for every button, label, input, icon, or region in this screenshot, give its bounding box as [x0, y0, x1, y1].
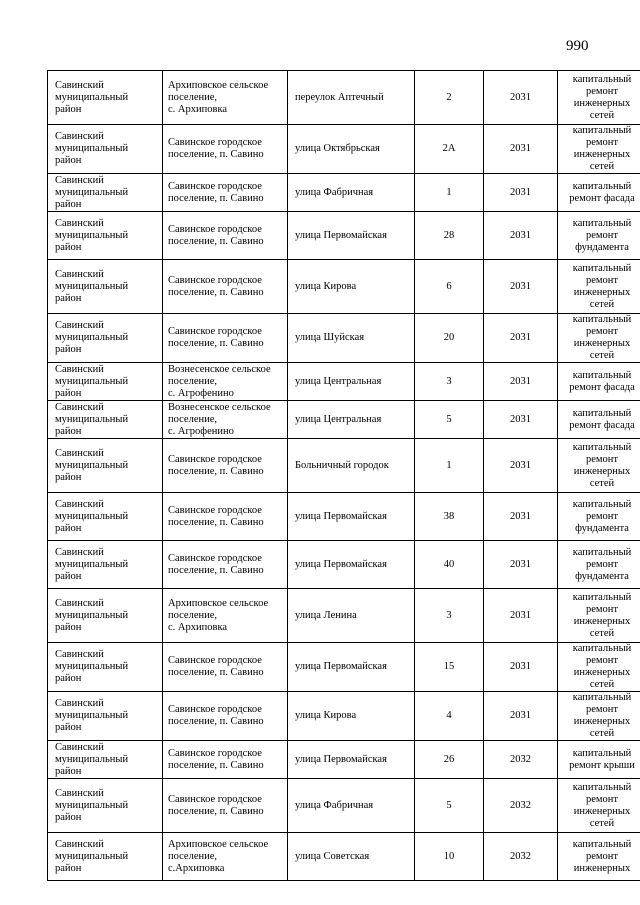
table-row	[48, 314, 640, 363]
house-number-cell	[415, 589, 484, 643]
house-number-cell	[415, 401, 484, 439]
street-cell	[288, 174, 415, 212]
house-number-cell-text: 5	[446, 799, 452, 811]
district-cell-text: Савинский муниципальный район	[55, 787, 129, 823]
street-cell	[288, 833, 415, 881]
house-number-cell-text: 26	[443, 753, 455, 765]
work-type-cell	[558, 260, 640, 314]
house-number-cell-text: 3	[446, 375, 452, 387]
district-cell	[48, 833, 163, 881]
table-row	[48, 260, 640, 314]
house-number-cell	[415, 363, 484, 401]
house-number-cell	[415, 174, 484, 212]
work-type-cell	[558, 833, 640, 881]
street-cell-text: улица Кирова	[295, 710, 357, 721]
street-cell	[288, 439, 415, 493]
house-number-cell	[415, 125, 484, 174]
work-type-cell	[558, 125, 640, 174]
work-type-cell-text: капитальный ремонт фасада	[569, 369, 635, 393]
settlement-cell	[163, 314, 288, 363]
settlement-cell	[163, 71, 288, 125]
table-row	[48, 741, 640, 779]
table-row	[48, 589, 640, 643]
district-cell	[48, 493, 163, 541]
district-cell-text: Савинский муниципальный район	[55, 698, 129, 733]
district-cell-text: Савинский муниципальный район	[55, 401, 129, 437]
house-number-cell-text: 4	[446, 710, 452, 721]
settlement-cell	[163, 493, 288, 541]
year-cell-text: 2031	[510, 558, 531, 570]
settlement-cell-text: Савинское городское поселение, п. Савино	[168, 704, 264, 727]
year-cell	[484, 212, 558, 260]
work-type-cell	[558, 779, 640, 833]
work-type-cell-text: капитальный ремонт фундамента	[572, 546, 632, 582]
district-cell-text: Савинский муниципальный район	[55, 320, 129, 355]
settlement-cell-text: Вознесенское сельское поселение, с. Агрофенино	[168, 401, 271, 437]
house-number-cell	[415, 643, 484, 692]
district-cell	[48, 401, 163, 439]
settlement-cell	[163, 589, 288, 643]
house-number-cell-text: 28	[443, 229, 455, 241]
street-cell	[288, 493, 415, 541]
house-number-cell	[415, 779, 484, 833]
district-cell	[48, 314, 163, 363]
district-cell-text: Савинский муниципальный район	[55, 79, 129, 115]
year-cell-text: 2031	[510, 91, 531, 103]
settlement-cell-text: Савинское городское поселение, п. Савино	[168, 274, 264, 298]
street-cell	[288, 125, 415, 174]
work-type-cell-text: капитальный ремонт инженерных сетей	[572, 125, 632, 172]
settlement-cell	[163, 125, 288, 174]
year-cell	[484, 833, 558, 881]
work-type-cell-text: капитальный ремонт фундамента	[572, 498, 632, 534]
work-type-cell-text: капитальный ремонт инженерных	[572, 838, 632, 874]
settlement-cell-text: Савинское городское поселение, п. Савино	[168, 793, 264, 817]
year-cell	[484, 71, 558, 125]
year-cell-text: 2031	[510, 375, 531, 387]
house-number-cell	[415, 212, 484, 260]
house-number-cell-text: 40	[443, 558, 455, 570]
settlement-cell-text: Савинское городское поселение, п. Савино	[168, 326, 264, 349]
settlement-cell-text: Савинское городское поселение, п. Савино	[168, 137, 264, 160]
house-number-cell	[415, 71, 484, 125]
street-cell-text: улица Первомайская	[295, 510, 387, 522]
street-cell	[288, 212, 415, 260]
district-cell-text: Савинский муниципальный район	[55, 838, 129, 874]
street-cell	[288, 541, 415, 589]
table-row	[48, 692, 640, 741]
work-type-cell	[558, 541, 640, 589]
street-cell-text: улица Центральная	[295, 375, 382, 387]
year-cell-text: 2031	[510, 459, 531, 471]
house-number-cell	[415, 439, 484, 493]
district-cell	[48, 260, 163, 314]
house-number-cell-text: 3	[446, 609, 452, 621]
work-type-cell-text: капитальный ремонт инженерных сетей	[572, 262, 632, 310]
district-cell	[48, 212, 163, 260]
work-type-cell-text: капитальный ремонт инженерных сетей	[572, 643, 632, 690]
work-type-cell-text: капитальный ремонт крыши	[569, 747, 635, 771]
year-cell-text: 2032	[510, 799, 531, 811]
year-cell-text: 2032	[510, 850, 531, 862]
district-cell-text: Савинский муниципальный район	[55, 447, 129, 483]
district-cell-text: Савинский муниципальный район	[55, 217, 129, 253]
year-cell-text: 2031	[510, 661, 531, 672]
year-cell	[484, 643, 558, 692]
street-cell-text: улица Первомайская	[295, 558, 387, 570]
settlement-cell-text: Вознесенское сельское поселение, с. Агрофенино	[168, 363, 271, 399]
page-number: 990	[566, 38, 589, 54]
year-cell-text: 2031	[510, 229, 531, 241]
street-cell-text: улица Первомайская	[295, 753, 387, 765]
settlement-cell-text: Савинское городское поселение, п. Савино	[168, 180, 264, 204]
settlement-cell-text: Савинское городское поселение, п. Савино	[168, 223, 264, 247]
house-number-cell-text: 6	[446, 280, 452, 292]
table-row	[48, 125, 640, 174]
house-number-cell	[415, 493, 484, 541]
table-row	[48, 71, 640, 125]
settlement-cell	[163, 174, 288, 212]
district-cell	[48, 643, 163, 692]
house-number-cell-text: 38	[443, 510, 455, 522]
house-number-cell-text: 1	[446, 459, 452, 471]
house-number-cell-text: 10	[443, 850, 455, 862]
street-cell	[288, 401, 415, 439]
year-cell	[484, 541, 558, 589]
year-cell	[484, 260, 558, 314]
work-type-cell-text: капитальный ремонт фасада	[569, 180, 635, 204]
street-cell-text: улица Шуйская	[295, 332, 365, 343]
work-type-cell	[558, 314, 640, 363]
work-type-cell-text: капитальный ремонт фасада	[569, 407, 635, 431]
settlement-cell	[163, 692, 288, 741]
district-cell	[48, 541, 163, 589]
table-row	[48, 493, 640, 541]
settlement-cell-text: Савинское городское поселение, п. Савино	[168, 504, 264, 528]
district-cell-text: Савинский муниципальный район	[55, 363, 129, 399]
district-cell-text: Савинский муниципальный район	[55, 174, 129, 210]
district-cell	[48, 779, 163, 833]
street-cell-text: улица Октябрьская	[295, 143, 380, 154]
street-cell-text: улица Ленина	[295, 609, 357, 621]
settlement-cell	[163, 741, 288, 779]
street-cell	[288, 779, 415, 833]
table-row	[48, 643, 640, 692]
settlement-cell-text: Архиповское сельское поселение, с.Архиповка	[168, 838, 269, 874]
house-number-cell-text: 2А	[442, 143, 456, 154]
street-cell	[288, 314, 415, 363]
work-type-cell	[558, 589, 640, 643]
district-cell	[48, 174, 163, 212]
year-cell	[484, 692, 558, 741]
settlement-cell-text: Архиповское сельское поселение, с. Архиповка	[168, 597, 269, 633]
house-number-cell-text: 1	[446, 186, 452, 198]
street-cell	[288, 363, 415, 401]
street-cell-text: Больничный городок	[295, 459, 389, 471]
district-cell-text: Савинский муниципальный район	[55, 498, 129, 534]
table-row	[48, 833, 640, 881]
district-cell-text: Савинский муниципальный район	[55, 741, 129, 777]
year-cell-text: 2031	[510, 186, 531, 198]
work-type-cell-text: капитальный ремонт инженерных сетей	[572, 781, 632, 829]
house-number-cell-text: 5	[446, 413, 452, 425]
settlement-cell	[163, 363, 288, 401]
street-cell	[288, 692, 415, 741]
year-cell-text: 2031	[510, 510, 531, 522]
street-cell-text: улица Первомайская	[295, 661, 387, 672]
street-cell-text: улица Кирова	[295, 280, 357, 292]
year-cell	[484, 314, 558, 363]
year-cell-text: 2031	[510, 710, 531, 721]
year-cell	[484, 125, 558, 174]
house-number-cell-text: 20	[443, 332, 455, 343]
street-cell-text: улица Первомайская	[295, 229, 387, 241]
work-type-cell-text: капитальный ремонт инженерных сетей	[572, 441, 632, 489]
district-cell	[48, 692, 163, 741]
house-number-cell	[415, 833, 484, 881]
settlement-cell	[163, 439, 288, 493]
work-type-cell-text: капитальный ремонт фундамента	[572, 217, 632, 253]
year-cell-text: 2031	[510, 609, 531, 621]
street-cell-text: улица Советская	[295, 850, 370, 862]
house-number-cell	[415, 260, 484, 314]
district-cell	[48, 363, 163, 401]
district-cell-text: Савинский муниципальный район	[55, 546, 129, 582]
work-type-cell-text: капитальный ремонт инженерных сетей	[572, 692, 632, 739]
work-type-cell	[558, 439, 640, 493]
repair-schedule-table	[47, 70, 640, 881]
house-number-cell	[415, 692, 484, 741]
settlement-cell-text: Архиповское сельское поселение, с. Архиповка	[168, 79, 269, 115]
street-cell-text: улица Фабричная	[295, 186, 374, 198]
year-cell	[484, 741, 558, 779]
settlement-cell	[163, 779, 288, 833]
settlement-cell-text: Савинское городское поселение, п. Савино	[168, 552, 264, 576]
work-type-cell-text: капитальный ремонт инженерных сетей	[572, 73, 632, 121]
settlement-cell-text: Савинское городское поселение, п. Савино	[168, 453, 264, 477]
year-cell	[484, 493, 558, 541]
house-number-cell-text: 2	[446, 91, 452, 103]
settlement-cell-text: Савинское городское поселение, п. Савино	[168, 747, 264, 771]
year-cell-text: 2031	[510, 143, 531, 154]
work-type-cell	[558, 212, 640, 260]
district-cell-text: Савинский муниципальный район	[55, 597, 129, 633]
settlement-cell-text: Савинское городское поселение, п. Савино	[168, 655, 264, 678]
work-type-cell	[558, 741, 640, 779]
work-type-cell	[558, 493, 640, 541]
district-cell	[48, 741, 163, 779]
street-cell	[288, 741, 415, 779]
district-cell	[48, 589, 163, 643]
work-type-cell-text: капитальный ремонт инженерных сетей	[572, 314, 632, 361]
year-cell	[484, 589, 558, 643]
year-cell-text: 2031	[510, 413, 531, 425]
street-cell	[288, 260, 415, 314]
work-type-cell	[558, 401, 640, 439]
table-row	[48, 401, 640, 439]
settlement-cell	[163, 260, 288, 314]
year-cell-text: 2031	[510, 280, 531, 292]
district-cell	[48, 439, 163, 493]
settlement-cell	[163, 401, 288, 439]
year-cell	[484, 363, 558, 401]
house-number-cell-text: 15	[443, 661, 455, 672]
year-cell	[484, 174, 558, 212]
settlement-cell	[163, 643, 288, 692]
street-cell	[288, 71, 415, 125]
year-cell	[484, 439, 558, 493]
work-type-cell-text: капитальный ремонт инженерных сетей	[572, 591, 632, 639]
table-row	[48, 541, 640, 589]
district-cell	[48, 125, 163, 174]
work-type-cell	[558, 71, 640, 125]
street-cell-text: переулок Аптечный	[295, 91, 384, 103]
district-cell-text: Савинский муниципальный район	[55, 268, 129, 304]
settlement-cell	[163, 212, 288, 260]
street-cell-text: улица Центральная	[295, 413, 382, 425]
district-cell	[48, 71, 163, 125]
year-cell	[484, 779, 558, 833]
table-row	[48, 439, 640, 493]
street-cell	[288, 589, 415, 643]
work-type-cell	[558, 363, 640, 401]
street-cell-text: улица Фабричная	[295, 799, 374, 811]
year-cell-text: 2031	[510, 332, 531, 343]
table-row	[48, 174, 640, 212]
work-type-cell	[558, 174, 640, 212]
table-row	[48, 363, 640, 401]
settlement-cell	[163, 833, 288, 881]
house-number-cell	[415, 314, 484, 363]
house-number-cell	[415, 741, 484, 779]
district-cell-text: Савинский муниципальный район	[55, 131, 129, 166]
settlement-cell	[163, 541, 288, 589]
year-cell	[484, 401, 558, 439]
district-cell-text: Савинский муниципальный район	[55, 649, 129, 684]
street-cell	[288, 643, 415, 692]
work-type-cell	[558, 643, 640, 692]
table-row	[48, 212, 640, 260]
table-row	[48, 779, 640, 833]
work-type-cell	[558, 692, 640, 741]
house-number-cell	[415, 541, 484, 589]
year-cell-text: 2032	[510, 753, 531, 765]
